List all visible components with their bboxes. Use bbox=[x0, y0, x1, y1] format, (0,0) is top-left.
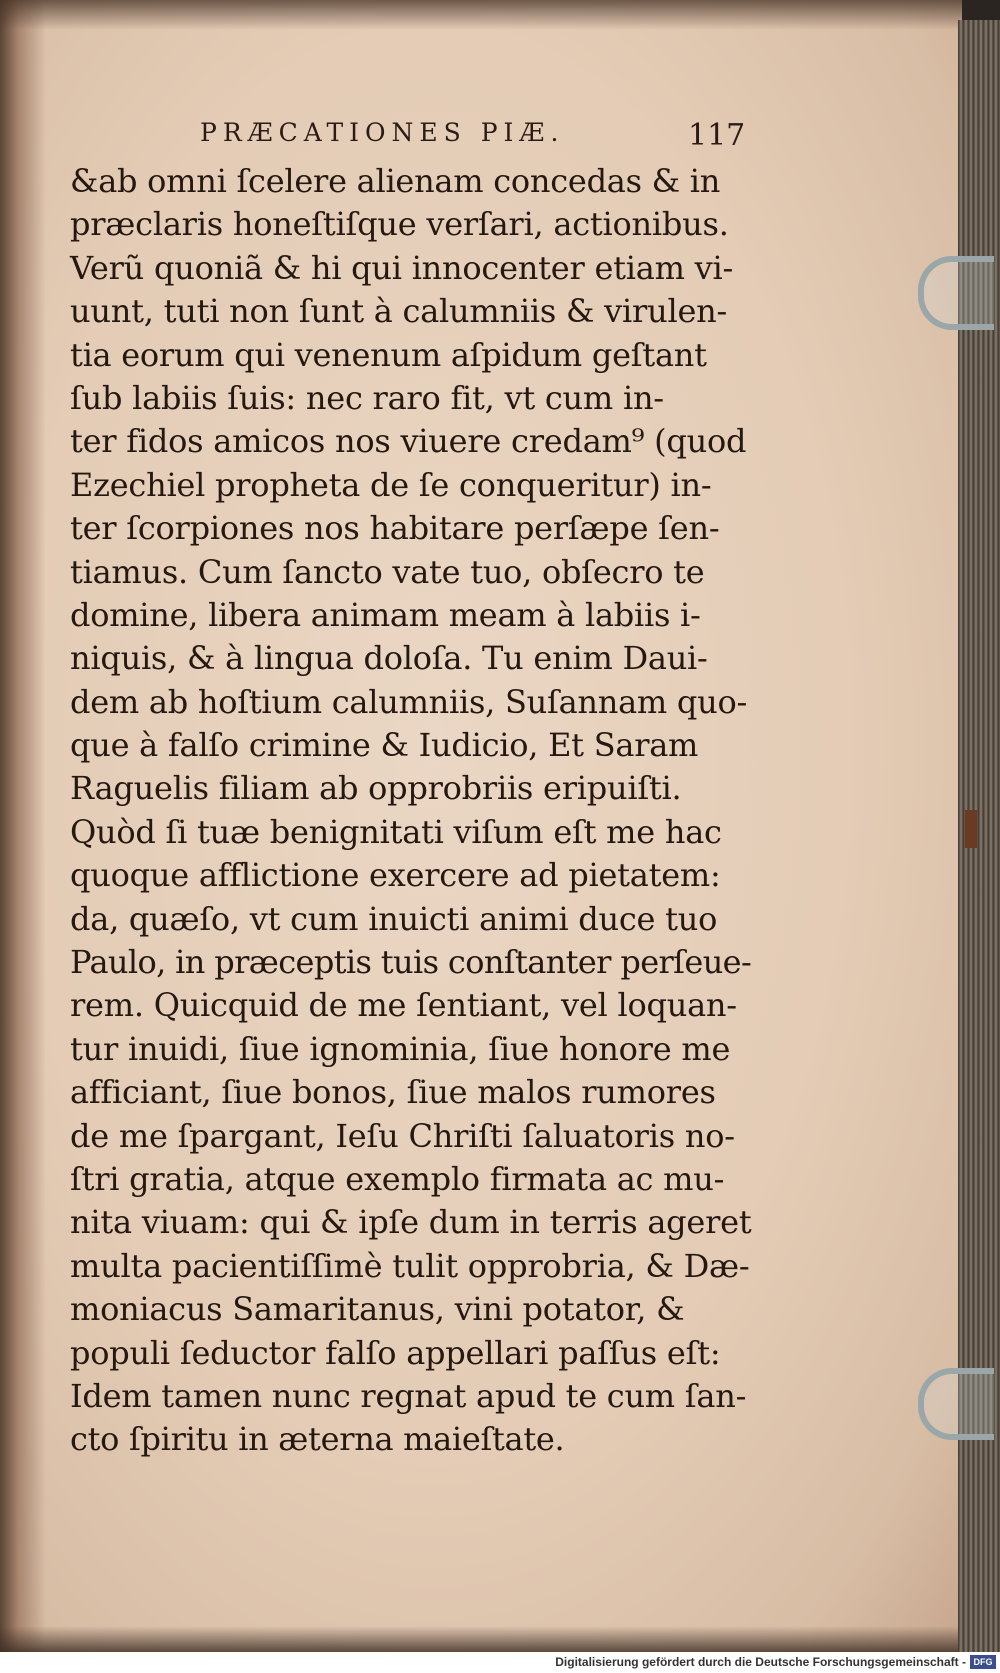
text-line: ſtri gratia, atque exemplo firmata ac mu- bbox=[70, 1159, 725, 1198]
text-line: tur inuidi, ſiue ignominia, ſiue honore me bbox=[70, 1029, 731, 1068]
bottom-edge-shadow bbox=[0, 1626, 962, 1652]
text-line: Paulo, in præceptis tuis conſtanter perſeue- bbox=[70, 943, 752, 982]
text-line: dem ab hoſtium calumniis, Suſannam quo- bbox=[70, 682, 748, 721]
book-gutter bbox=[0, 0, 46, 1652]
dfg-logo: DFG bbox=[970, 1655, 996, 1669]
text-line: da, quæſo, vt cum inuicti animi duce tuo bbox=[70, 899, 718, 938]
text-line: cto ſpiritu in æterna maieſtate. bbox=[70, 1420, 565, 1459]
book-clip-top-icon bbox=[918, 256, 994, 330]
page-number: 117 bbox=[688, 118, 746, 153]
top-edge-shadow bbox=[0, 0, 962, 30]
text-line: ſub labiis ſuis: nec raro fit, vt cum in- bbox=[70, 378, 664, 417]
text-line: Ezechiel propheta de ſe conqueritur) in- bbox=[70, 465, 712, 504]
text-line: Verũ quoniã & hi qui innocenter etiam vi- bbox=[70, 248, 734, 287]
text-line: præclaris honeſtiſque verſari, actionibus. bbox=[70, 205, 729, 244]
text-line: moniacus Samaritanus, vini potator, & bbox=[70, 1290, 685, 1329]
text-line: &ab omni ſcelere alienam concedas & in bbox=[70, 162, 721, 200]
text-line: domine, libera animam meam à labiis i- bbox=[70, 595, 701, 634]
bookmark-tab-icon bbox=[965, 810, 977, 848]
text-line: Raguelis filiam ab opprobriis eripuiſti. bbox=[70, 769, 682, 808]
running-header: PRÆCATIONES PIÆ. bbox=[200, 118, 565, 147]
text-line: tiamus. Cum ſancto vate tuo, obſecro te bbox=[70, 552, 705, 591]
text-line: rem. Quicquid de me ſentiant, vel loquan- bbox=[70, 986, 737, 1025]
funding-credit: Digitalisierung gefördert durch die Deutsche Forschungsgemeinschaft - bbox=[555, 1655, 966, 1669]
text-line: de me ſpargant, Ieſu Chriſti ſaluatoris no- bbox=[70, 1116, 735, 1155]
body-text bbox=[70, 160, 770, 1462]
text-line: niquis, & à lingua doloſa. Tu enim Daui- bbox=[70, 639, 708, 678]
text-line: que à falſo crimine & Iudicio, Et Saram bbox=[70, 726, 699, 765]
footer-bar bbox=[0, 1652, 1000, 1673]
text-line: uunt, tuti non ſunt à calumniis & virulen- bbox=[70, 292, 728, 331]
text-line: multa pacientiſſimè tulit opprobria, & Dæ- bbox=[70, 1246, 750, 1285]
text-line: afficiant, ſiue bonos, ſiue malos rumores bbox=[70, 1073, 716, 1112]
text-line: populi ſeductor falſo appellari paſſus eſt: bbox=[70, 1333, 721, 1372]
text-line: quoque afflictione exercere ad pietatem: bbox=[70, 856, 721, 895]
text-line: Idem tamen nunc regnat apud te cum ſan- bbox=[70, 1376, 747, 1415]
text-line: tia eorum qui venenum aſpidum geſtant bbox=[70, 335, 707, 374]
text-line: ter fidos amicos nos viuere credam⁹ (quod bbox=[70, 422, 747, 461]
book-clip-bottom-icon bbox=[918, 1368, 994, 1440]
text-line: nita viuam: qui & ipſe dum in terris ageret bbox=[70, 1203, 752, 1242]
text-line: Quòd ſi tuæ benignitati viſum eſt me hac bbox=[70, 812, 722, 851]
text-line: ter ſcorpiones nos habitare perſæpe ſen- bbox=[70, 509, 720, 548]
